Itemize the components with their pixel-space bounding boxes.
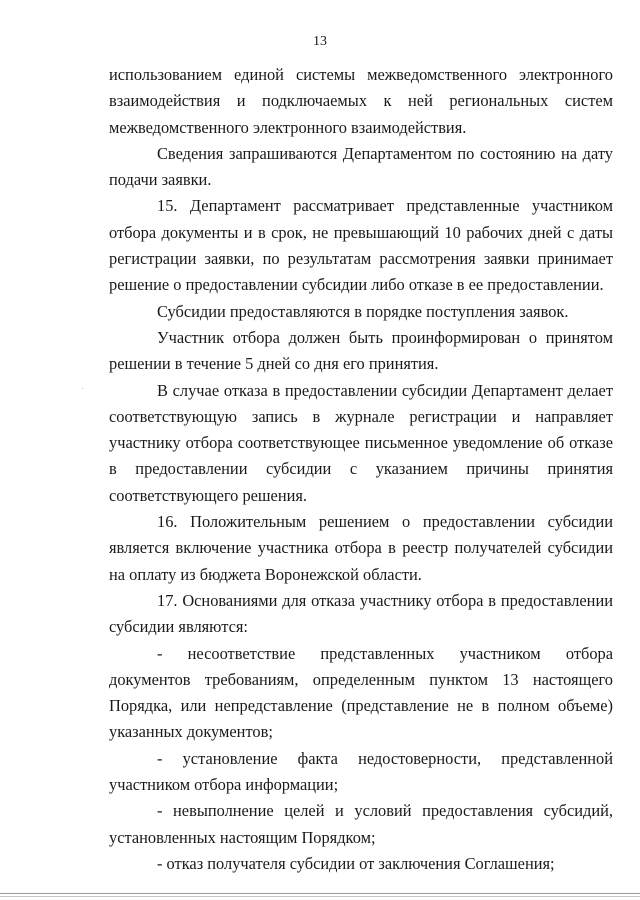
paragraph-clause-15: 15. Департамент рассматривает представленные участником отбора документы и в срок, не превышающий 10 рабочих дней с даты регистрации заявки, по результатам рассмотрения заявки принимает решение о предоставлении субсидии либо отказе в ее предоставлении. (109, 196, 613, 295)
scan-speck (82, 388, 83, 389)
scan-bottom-edge-shadow (0, 896, 640, 897)
paragraph-info-request: Сведения запрашиваются Департаментом по состоянию на дату подачи заявки. (109, 143, 613, 190)
list-item-agreement-refusal: - отказ получателя субсидии от заключения Соглашения; (157, 853, 555, 873)
paragraph-clause-17: 17. Основаниями для отказа участнику отбора в предоставлении субсидии являются: (109, 590, 613, 637)
paragraph-subsidy-order: Субсидии предоставляются в порядке поступления заявок. (157, 301, 569, 321)
list-item-noncompliance: - несоответствие представленных участником отбора документов требованиям, определенным пунктом 13 настоящего Порядка, или непредставление (представление не в полном объеме) указанных документов; (109, 643, 613, 742)
page-number: 13 (313, 34, 327, 49)
paragraph-refusal-case: В случае отказа в предоставлении субсидии Департамент делает соответствующую запись в журнале регистрации и направляет участнику отбора соответствующее письменное уведомление об отказе в предоставлении субсидии с указанием причины принятия соответствующего решения. (109, 380, 613, 505)
list-item-unreliable-info: - установление факта недостоверности, представленной участником отбора информации; (109, 748, 613, 795)
paragraph-continuation: использованием единой системы межведомственного электронного взаимодействия и подключаемых к ней региональных систем межведомственного электронного взаимодействия. (109, 65, 613, 137)
document-body (109, 62, 613, 877)
scan-bottom-edge (0, 893, 640, 894)
paragraph-clause-16: 16. Положительным решением о предоставлении субсидии является включение участника отбора в реестр получателей субсидии на оплату из бюджета Воронежской области. (109, 512, 613, 584)
paragraph-participant-notice: Участник отбора должен быть проинформирован о принятом решении в течение 5 дней со дня его принятия. (109, 327, 613, 374)
list-item-unfulfilled-goals: - невыполнение целей и условий предоставления субсидий, установленных настоящим Порядком; (109, 801, 613, 847)
